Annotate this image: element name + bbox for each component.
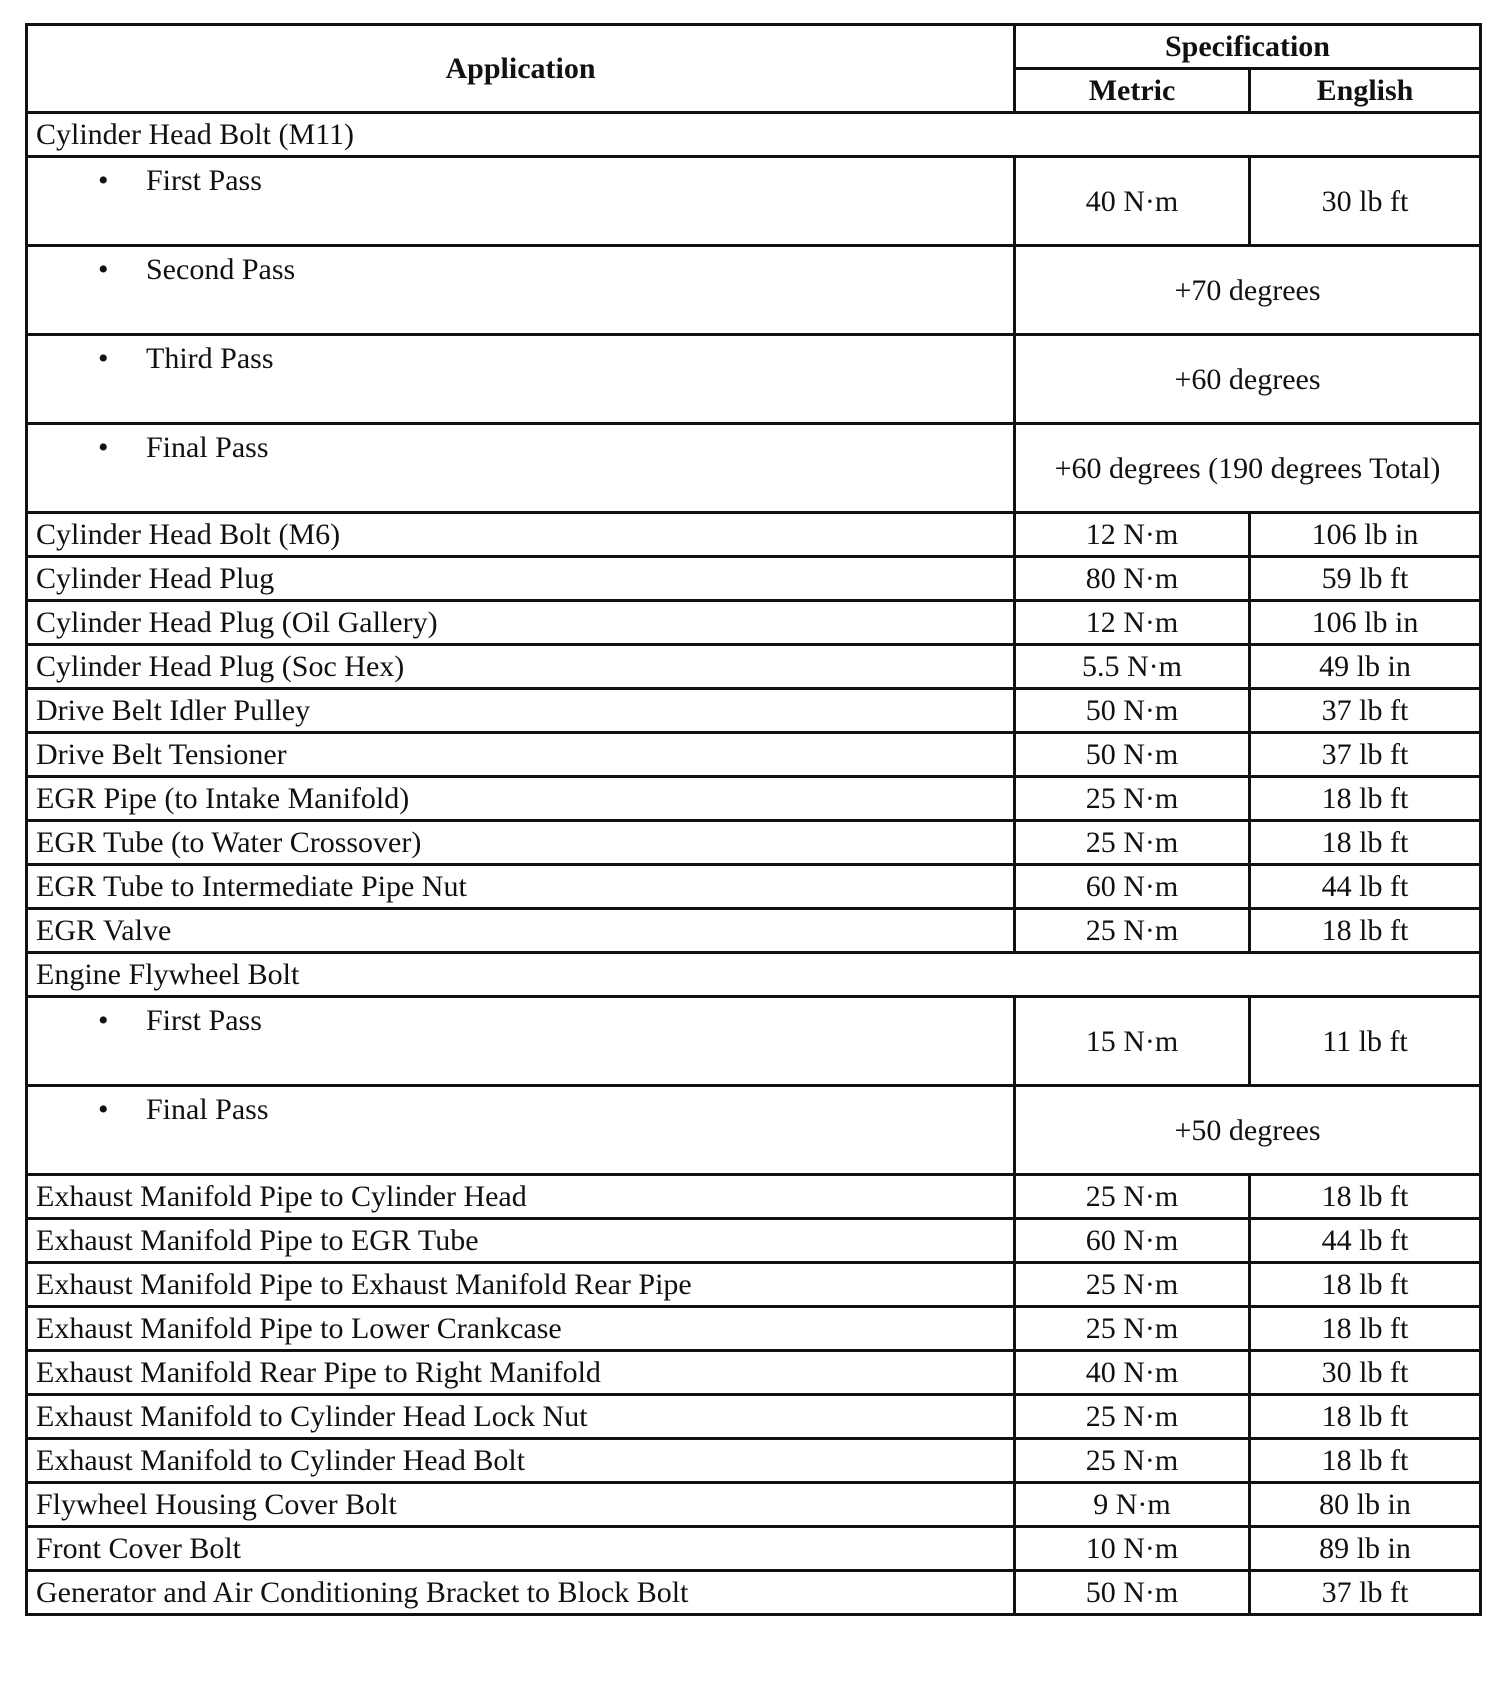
table-row (27, 1351, 1481, 1395)
pass-cell (27, 246, 1015, 335)
metric-value: 25 N·m (1015, 777, 1250, 821)
table-row (27, 601, 1481, 645)
english-value: 18 lb ft (1250, 777, 1481, 821)
application-cell: Drive Belt Idler Pulley (27, 689, 1015, 733)
bullet: • (98, 164, 109, 197)
english-value: 30 lb ft (1250, 1351, 1481, 1395)
english-value: 44 lb ft (1250, 1219, 1481, 1263)
application-cell: EGR Pipe (to Intake Manifold) (27, 777, 1015, 821)
bullet: • (98, 1004, 109, 1037)
metric-value: 80 N·m (1015, 557, 1250, 601)
combined-value: +60 degrees (1015, 335, 1481, 424)
table-row (27, 1395, 1481, 1439)
group-label: Cylinder Head Bolt (M11) (27, 113, 1481, 157)
table-row (27, 113, 1481, 157)
metric-value: 25 N·m (1015, 1395, 1250, 1439)
table-row (27, 777, 1481, 821)
bullet: • (98, 431, 109, 464)
pass-label: Final Pass (146, 1093, 269, 1126)
application-cell: Exhaust Manifold to Cylinder Head Lock Nut (27, 1395, 1015, 1439)
metric-value: 12 N·m (1015, 601, 1250, 645)
table-row (27, 1527, 1481, 1571)
table-row (27, 557, 1481, 601)
table-row (27, 821, 1481, 865)
application-cell: Cylinder Head Plug (27, 557, 1015, 601)
table-row (27, 157, 1481, 246)
english-value: 80 lb in (1250, 1483, 1481, 1527)
english-value: 37 lb ft (1250, 733, 1481, 777)
metric-value: 25 N·m (1015, 1439, 1250, 1483)
application-cell: Exhaust Manifold Pipe to Lower Crankcase (27, 1307, 1015, 1351)
bullet: • (98, 1093, 109, 1126)
group-label: Engine Flywheel Bolt (27, 953, 1481, 997)
metric-value: 25 N·m (1015, 909, 1250, 953)
application-cell: Cylinder Head Plug (Oil Gallery) (27, 601, 1015, 645)
table-row (27, 733, 1481, 777)
english-value: 37 lb ft (1250, 1571, 1481, 1615)
metric-value: 5.5 N·m (1015, 645, 1250, 689)
table-row (27, 645, 1481, 689)
application-cell: Cylinder Head Plug (Soc Hex) (27, 645, 1015, 689)
table-row (27, 1086, 1481, 1175)
english-value: 59 lb ft (1250, 557, 1481, 601)
table-row (27, 424, 1481, 513)
metric-header: Metric (1015, 69, 1250, 113)
table-row (27, 1483, 1481, 1527)
english-value: 30 lb ft (1250, 157, 1481, 246)
metric-value: 50 N·m (1015, 689, 1250, 733)
application-cell: Drive Belt Tensioner (27, 733, 1015, 777)
application-cell: EGR Tube (to Water Crossover) (27, 821, 1015, 865)
application-cell: Flywheel Housing Cover Bolt (27, 1483, 1015, 1527)
metric-value: 40 N·m (1015, 1351, 1250, 1395)
application-cell: Generator and Air Conditioning Bracket to Block Bolt (27, 1571, 1015, 1615)
english-value: 106 lb in (1250, 601, 1481, 645)
specification-header: Specification (1015, 25, 1481, 69)
english-value: 11 lb ft (1250, 997, 1481, 1086)
pass-label: First Pass (146, 164, 262, 197)
pass-cell (27, 335, 1015, 424)
metric-value: 15 N·m (1015, 997, 1250, 1086)
english-value: 18 lb ft (1250, 909, 1481, 953)
metric-value: 25 N·m (1015, 1175, 1250, 1219)
table-row (27, 1307, 1481, 1351)
combined-value: +70 degrees (1015, 246, 1481, 335)
combined-value: +60 degrees (190 degrees Total) (1015, 424, 1481, 513)
application-cell: Front Cover Bolt (27, 1527, 1015, 1571)
application-cell: Exhaust Manifold Pipe to Exhaust Manifold Rear Pipe (27, 1263, 1015, 1307)
application-cell: Exhaust Manifold Pipe to Cylinder Head (27, 1175, 1015, 1219)
metric-value: 12 N·m (1015, 513, 1250, 557)
english-value: 18 lb ft (1250, 1307, 1481, 1351)
metric-value: 10 N·m (1015, 1527, 1250, 1571)
table-row (27, 1571, 1481, 1615)
english-value: 37 lb ft (1250, 689, 1481, 733)
table-row (27, 513, 1481, 557)
application-cell: Exhaust Manifold Pipe to EGR Tube (27, 1219, 1015, 1263)
english-header: English (1250, 69, 1481, 113)
pass-cell (27, 424, 1015, 513)
english-value: 106 lb in (1250, 513, 1481, 557)
metric-value: 60 N·m (1015, 1219, 1250, 1263)
pass-cell (27, 997, 1015, 1086)
metric-value: 25 N·m (1015, 1263, 1250, 1307)
application-cell: Cylinder Head Bolt (M6) (27, 513, 1015, 557)
pass-label: Final Pass (146, 431, 269, 464)
english-value: 18 lb ft (1250, 1263, 1481, 1307)
torque-spec-table (25, 23, 1482, 1616)
english-value: 18 lb ft (1250, 1439, 1481, 1483)
table-row (27, 1263, 1481, 1307)
english-value: 18 lb ft (1250, 1395, 1481, 1439)
english-value: 18 lb ft (1250, 1175, 1481, 1219)
metric-value: 25 N·m (1015, 821, 1250, 865)
application-cell: Exhaust Manifold to Cylinder Head Bolt (27, 1439, 1015, 1483)
bullet: • (98, 342, 109, 375)
metric-value: 9 N·m (1015, 1483, 1250, 1527)
table-row (27, 1439, 1481, 1483)
pass-cell (27, 157, 1015, 246)
metric-value: 60 N·m (1015, 865, 1250, 909)
table-row (27, 246, 1481, 335)
application-cell: Exhaust Manifold Rear Pipe to Right Manifold (27, 1351, 1015, 1395)
english-value: 49 lb in (1250, 645, 1481, 689)
table-row (27, 1219, 1481, 1263)
table-row (27, 997, 1481, 1086)
table-row (27, 865, 1481, 909)
english-value: 18 lb ft (1250, 821, 1481, 865)
application-header: Application (27, 25, 1015, 113)
table-row (27, 1175, 1481, 1219)
pass-cell (27, 1086, 1015, 1175)
metric-value: 25 N·m (1015, 1307, 1250, 1351)
metric-value: 50 N·m (1015, 733, 1250, 777)
pass-label: Third Pass (146, 342, 274, 375)
metric-value: 50 N·m (1015, 1571, 1250, 1615)
pass-label: First Pass (146, 1004, 262, 1037)
english-value: 89 lb in (1250, 1527, 1481, 1571)
application-cell: EGR Tube to Intermediate Pipe Nut (27, 865, 1015, 909)
application-cell: EGR Valve (27, 909, 1015, 953)
table-row (27, 689, 1481, 733)
table-row (27, 335, 1481, 424)
english-value: 44 lb ft (1250, 865, 1481, 909)
table-row (27, 909, 1481, 953)
combined-value: +50 degrees (1015, 1086, 1481, 1175)
bullet: • (98, 253, 109, 286)
table-row (27, 953, 1481, 997)
pass-label: Second Pass (146, 253, 296, 286)
metric-value: 40 N·m (1015, 157, 1250, 246)
